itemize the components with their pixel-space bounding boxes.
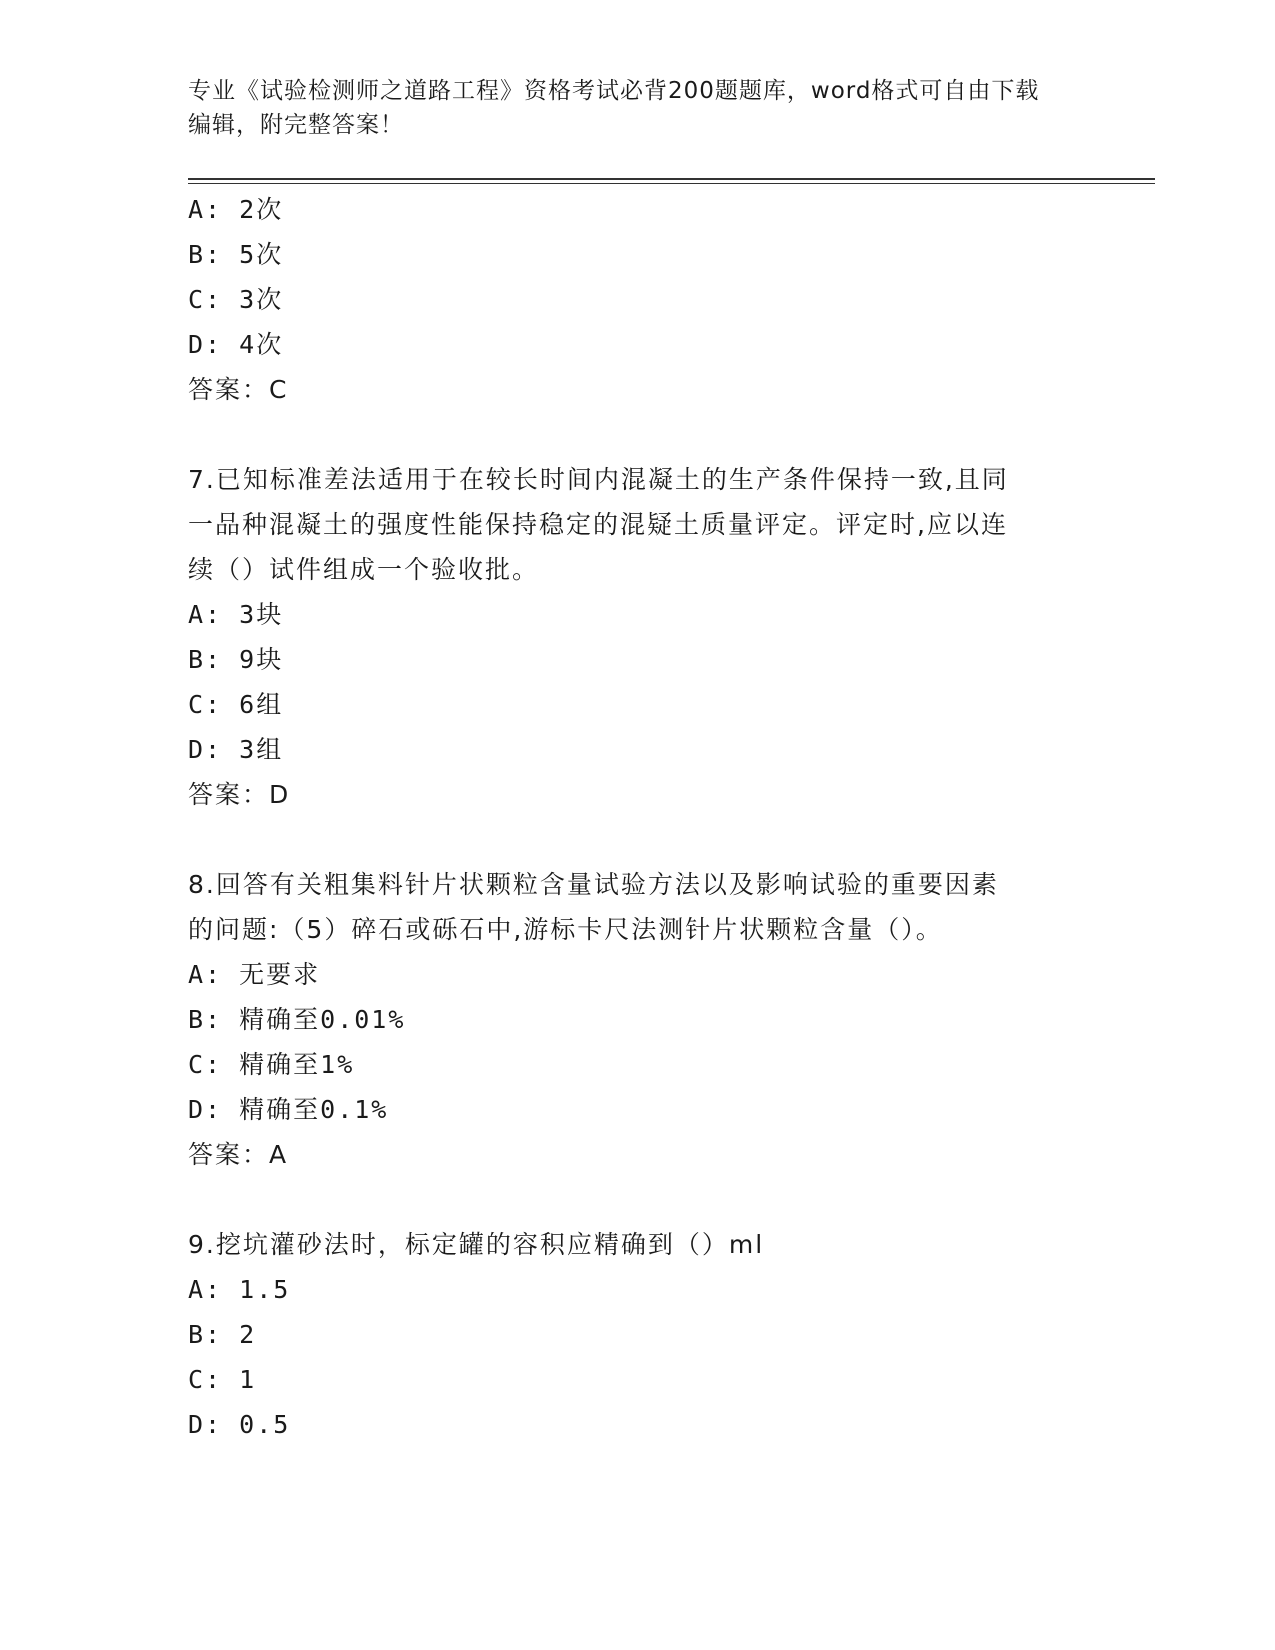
q7-text-line-2: 一品种混凝土的强度性能保持稳定的混疑土质量评定。评定时,应以连: [188, 510, 1008, 539]
q6-option-a: A: 2次: [188, 195, 284, 224]
q8-option-c: C: 精确至1%: [188, 1050, 355, 1079]
q8-text-line-2: 的问题:（5）碎石或砾石中,游标卡尺法测针片状颗粒含量（）。: [188, 915, 943, 944]
q7-text-line-1: 7.已知标准差法适用于在较长时间内混凝土的生产条件保持一致,且同: [188, 465, 1009, 494]
q6-option-d: D: 4次: [188, 330, 284, 359]
q9-option-a: A: 1.5: [188, 1275, 291, 1304]
q8-text-line-1: 8.回答有关粗集料针片状颗粒含量试验方法以及影响试验的重要因素: [188, 870, 999, 899]
q7-option-d: D: 3组: [188, 735, 284, 764]
q9-option-c: C: 1: [188, 1365, 257, 1394]
q7-option-c: C: 6组: [188, 690, 284, 719]
q6-answer: 答案：C: [188, 375, 289, 404]
q6-option-c: C: 3次: [188, 285, 284, 314]
header-rule-thick: [188, 178, 1155, 180]
header-line-2: 编辑，附完整答案！: [188, 112, 404, 138]
q7-option-b: B: 9块: [188, 645, 284, 674]
q8-option-b: B: 精确至0.01%: [188, 1005, 406, 1034]
q7-answer: 答案：D: [188, 780, 291, 809]
document-header: [188, 74, 1078, 142]
q7-option-a: A: 3块: [188, 600, 284, 629]
q9-option-b: B: 2: [188, 1320, 257, 1349]
q8-answer: 答案：A: [188, 1140, 289, 1169]
q9-option-d: D: 0.5: [188, 1410, 291, 1439]
q7-text-line-3: 续（）试件组成一个验收批。: [188, 555, 540, 584]
q6-option-b: B: 5次: [188, 240, 284, 269]
q8-option-a: A: 无要求: [188, 960, 321, 989]
q8-option-d: D: 精确至0.1%: [188, 1095, 389, 1124]
header-rule-thin: [188, 183, 1155, 184]
header-line-1: 专业《试验检测师之道路工程》资格考试必背200题题库，word格式可自由下载: [188, 78, 1040, 104]
q9-text-line-1: 9.挖坑灌砂法时，标定罐的容积应精确到（）ml: [188, 1230, 765, 1259]
